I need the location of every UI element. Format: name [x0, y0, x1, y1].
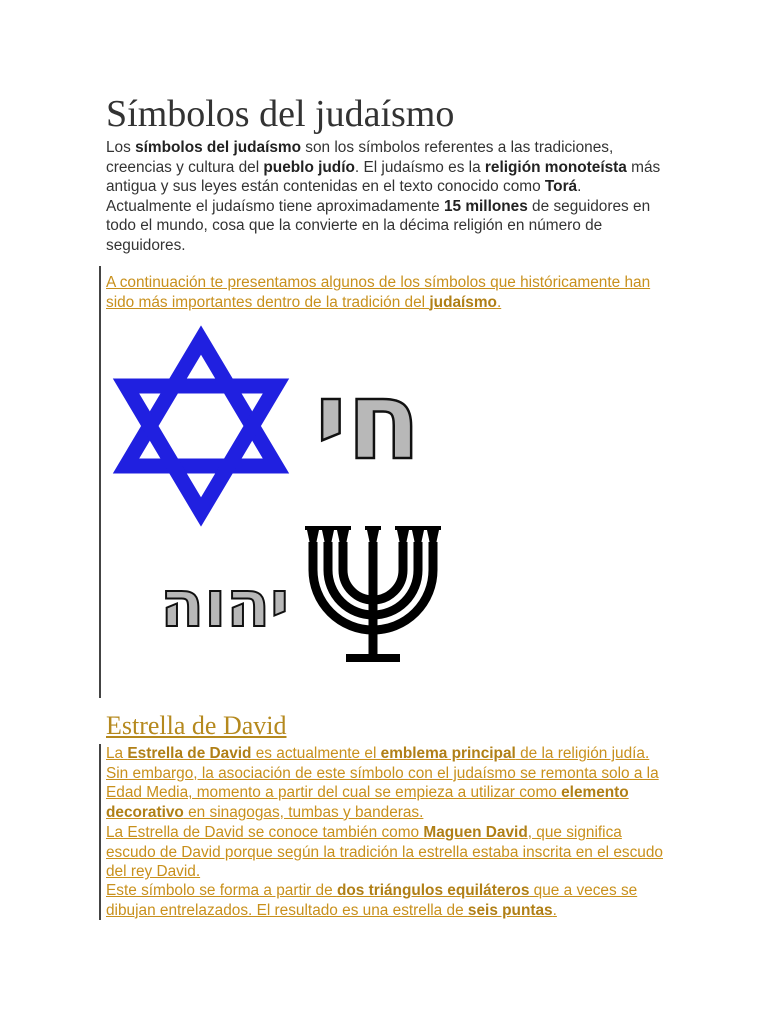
section-paragraph-3[interactable]: [106, 881, 666, 920]
section-paragraph-1[interactable]: [106, 744, 666, 822]
menorah-icon: [305, 526, 441, 662]
link-bold[interactable]: elemento decorativo: [106, 784, 629, 821]
intro-bold: religión monoteísta: [484, 158, 627, 176]
link-text[interactable]: , que significa escudo de David porque según la tradición la estrella estaba inscrita en el escudo del rey David.: [106, 824, 663, 881]
link-bold[interactable]: judaísmo: [429, 293, 497, 311]
intro-text: . Actualmente el judaísmo tiene aproximadamente: [106, 178, 582, 215]
intro-text: son los símbolos referentes a las tradiciones, creencias y cultura del: [106, 139, 614, 176]
chai-symbol-icon: חי: [315, 359, 421, 484]
section-heading-star-of-david[interactable]: Estrella de David: [106, 711, 287, 740]
page-title: Símbolos del judaísmo: [106, 93, 455, 135]
link-text[interactable]: La Estrella de David se conoce también como: [106, 824, 424, 841]
link-text[interactable]: .: [496, 293, 502, 311]
link-bold[interactable]: emblema principal: [380, 745, 516, 762]
intro-text: . El judaísmo es la: [354, 158, 485, 176]
intro-paragraph: [106, 138, 666, 255]
intro-bold: pueblo judío: [263, 158, 355, 176]
link-bold[interactable]: dos triángulos equiláteros: [336, 882, 530, 899]
link-bold[interactable]: Estrella de David: [127, 745, 252, 762]
intro-bold: Torá: [544, 178, 578, 195]
link-bold[interactable]: seis puntas: [467, 901, 553, 919]
link-text[interactable]: en sinagogas, tumbas y banderas.: [183, 803, 424, 821]
jewish-symbols-image: [106, 318, 486, 702]
section-paragraph-2[interactable]: [106, 823, 666, 882]
link-bold[interactable]: Maguen David: [423, 824, 528, 841]
link-text[interactable]: Este símbolo se forma a partir de: [106, 882, 337, 899]
intro-text: de seguidores en todo el mundo, cosa que la convierte en la décima religión en número de seguidores.: [106, 197, 651, 254]
intro-bold: símbolos del judaísmo: [135, 139, 302, 156]
link-text[interactable]: es actualmente el: [251, 745, 381, 762]
blockquote-border: [99, 744, 101, 920]
link-text[interactable]: de la religión judía. Sin embargo, la asociación de este símbolo con el judaísmo se remonta solo a la Edad Media, momento a partir del cual se empieza a utilizar como: [106, 745, 659, 802]
link-text[interactable]: A continuación te presentamos algunos de los símbolos que históricamente han sido más importantes dentro de la tradición del: [106, 274, 651, 311]
blockquote-border: [99, 266, 101, 698]
link-text[interactable]: .: [552, 901, 557, 919]
intro-text: más antigua y sus leyes están contenidas en el texto conocido como: [106, 158, 661, 195]
star-of-david-icon: [126, 340, 276, 512]
link-text[interactable]: que a veces se dibujan entrelazados. El resultado es una estrella de: [106, 882, 638, 919]
tetragrammaton-icon: יהוה: [160, 568, 289, 642]
intro-bold: 15 millones: [443, 197, 528, 215]
continuation-link[interactable]: [106, 273, 666, 312]
link-text[interactable]: La: [106, 745, 128, 762]
intro-text: Los: [106, 139, 136, 156]
